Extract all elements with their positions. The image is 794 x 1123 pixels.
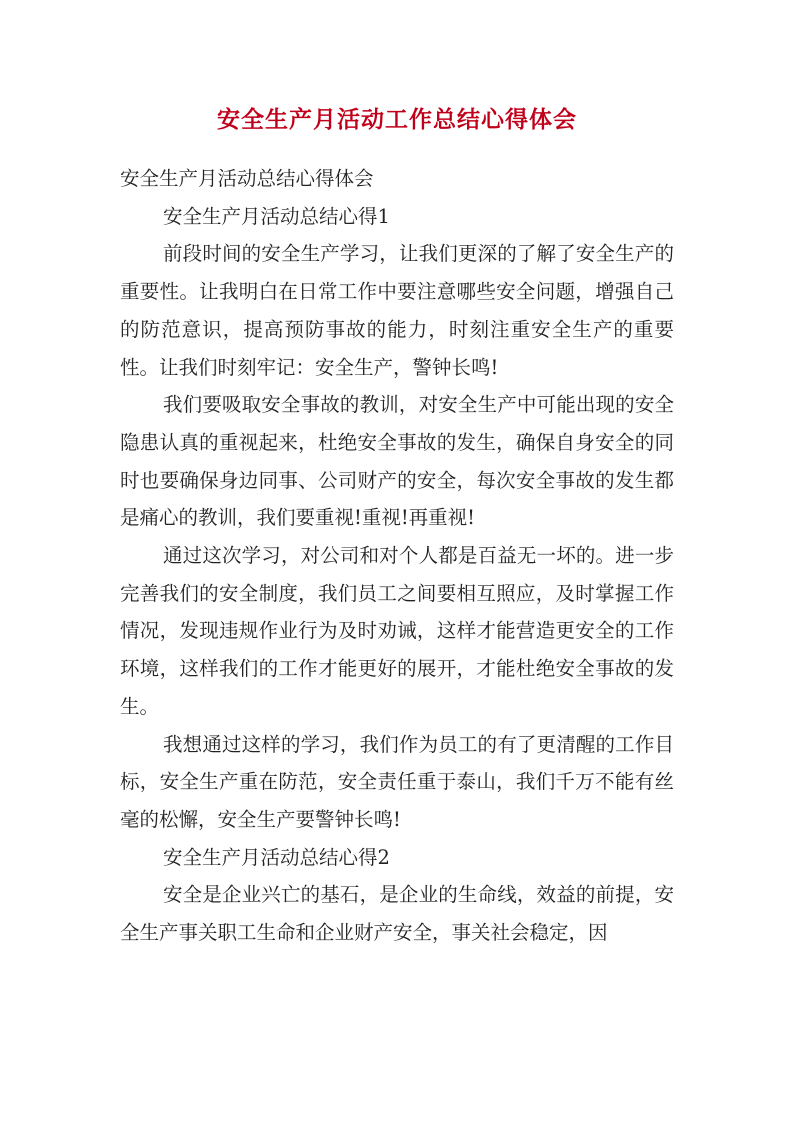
paragraph: 安全生产月活动总结心得体会 bbox=[120, 167, 374, 190]
section-heading: 安全生产月活动总结心得1 bbox=[163, 204, 390, 228]
paragraph: 安全是企业兴亡的基石，是企业的生命线，效益的前提，安全生产事关职工生命和企业财产安全，事关社会稳定，因 bbox=[120, 883, 674, 945]
paragraph: 我想通过这样的学习，我们作为员工的有了更清醒的工作目标，安全生产重在防范，安全责任重于泰山，我们千万不能有丝毫的松懈，安全生产要警钟长鸣! bbox=[120, 732, 674, 831]
section-heading: 安全生产月活动总结心得2 bbox=[163, 845, 390, 869]
paragraph: 通过这次学习，对公司和对个人都是百益无一坏的。进一步完善我们的安全制度，我们员工之间要相互照应，及时掌握工作情况，发现违规作业行为及时劝诫，这样才能营造更安全的工作环境，这样我们的工作才能更好的展开，才能杜绝安全事故的发生。 bbox=[120, 544, 674, 718]
document-body bbox=[120, 160, 674, 952]
paragraph: 前段时间的安全生产学习，让我们更深的了解了安全生产的重要性。让我明白在日常工作中要注意哪些安全问题，增强自己的防范意识，提高预防事故的能力，时刻注重安全生产的重要性。让我们时刻牢记：安全生产，警钟长鸣! bbox=[120, 242, 674, 379]
paragraph: 我们要吸取安全事故的教训，对安全生产中可能出现的安全隐患认真的重视起来，杜绝安全事故的发生，确保自身安全的同时也要确保身边同事、公司财产的安全，每次安全事故的发生都是痛心的教训，我们要重视!重视!再重视! bbox=[120, 393, 674, 530]
document-title: 安全生产月活动工作总结心得体会 bbox=[217, 106, 577, 133]
